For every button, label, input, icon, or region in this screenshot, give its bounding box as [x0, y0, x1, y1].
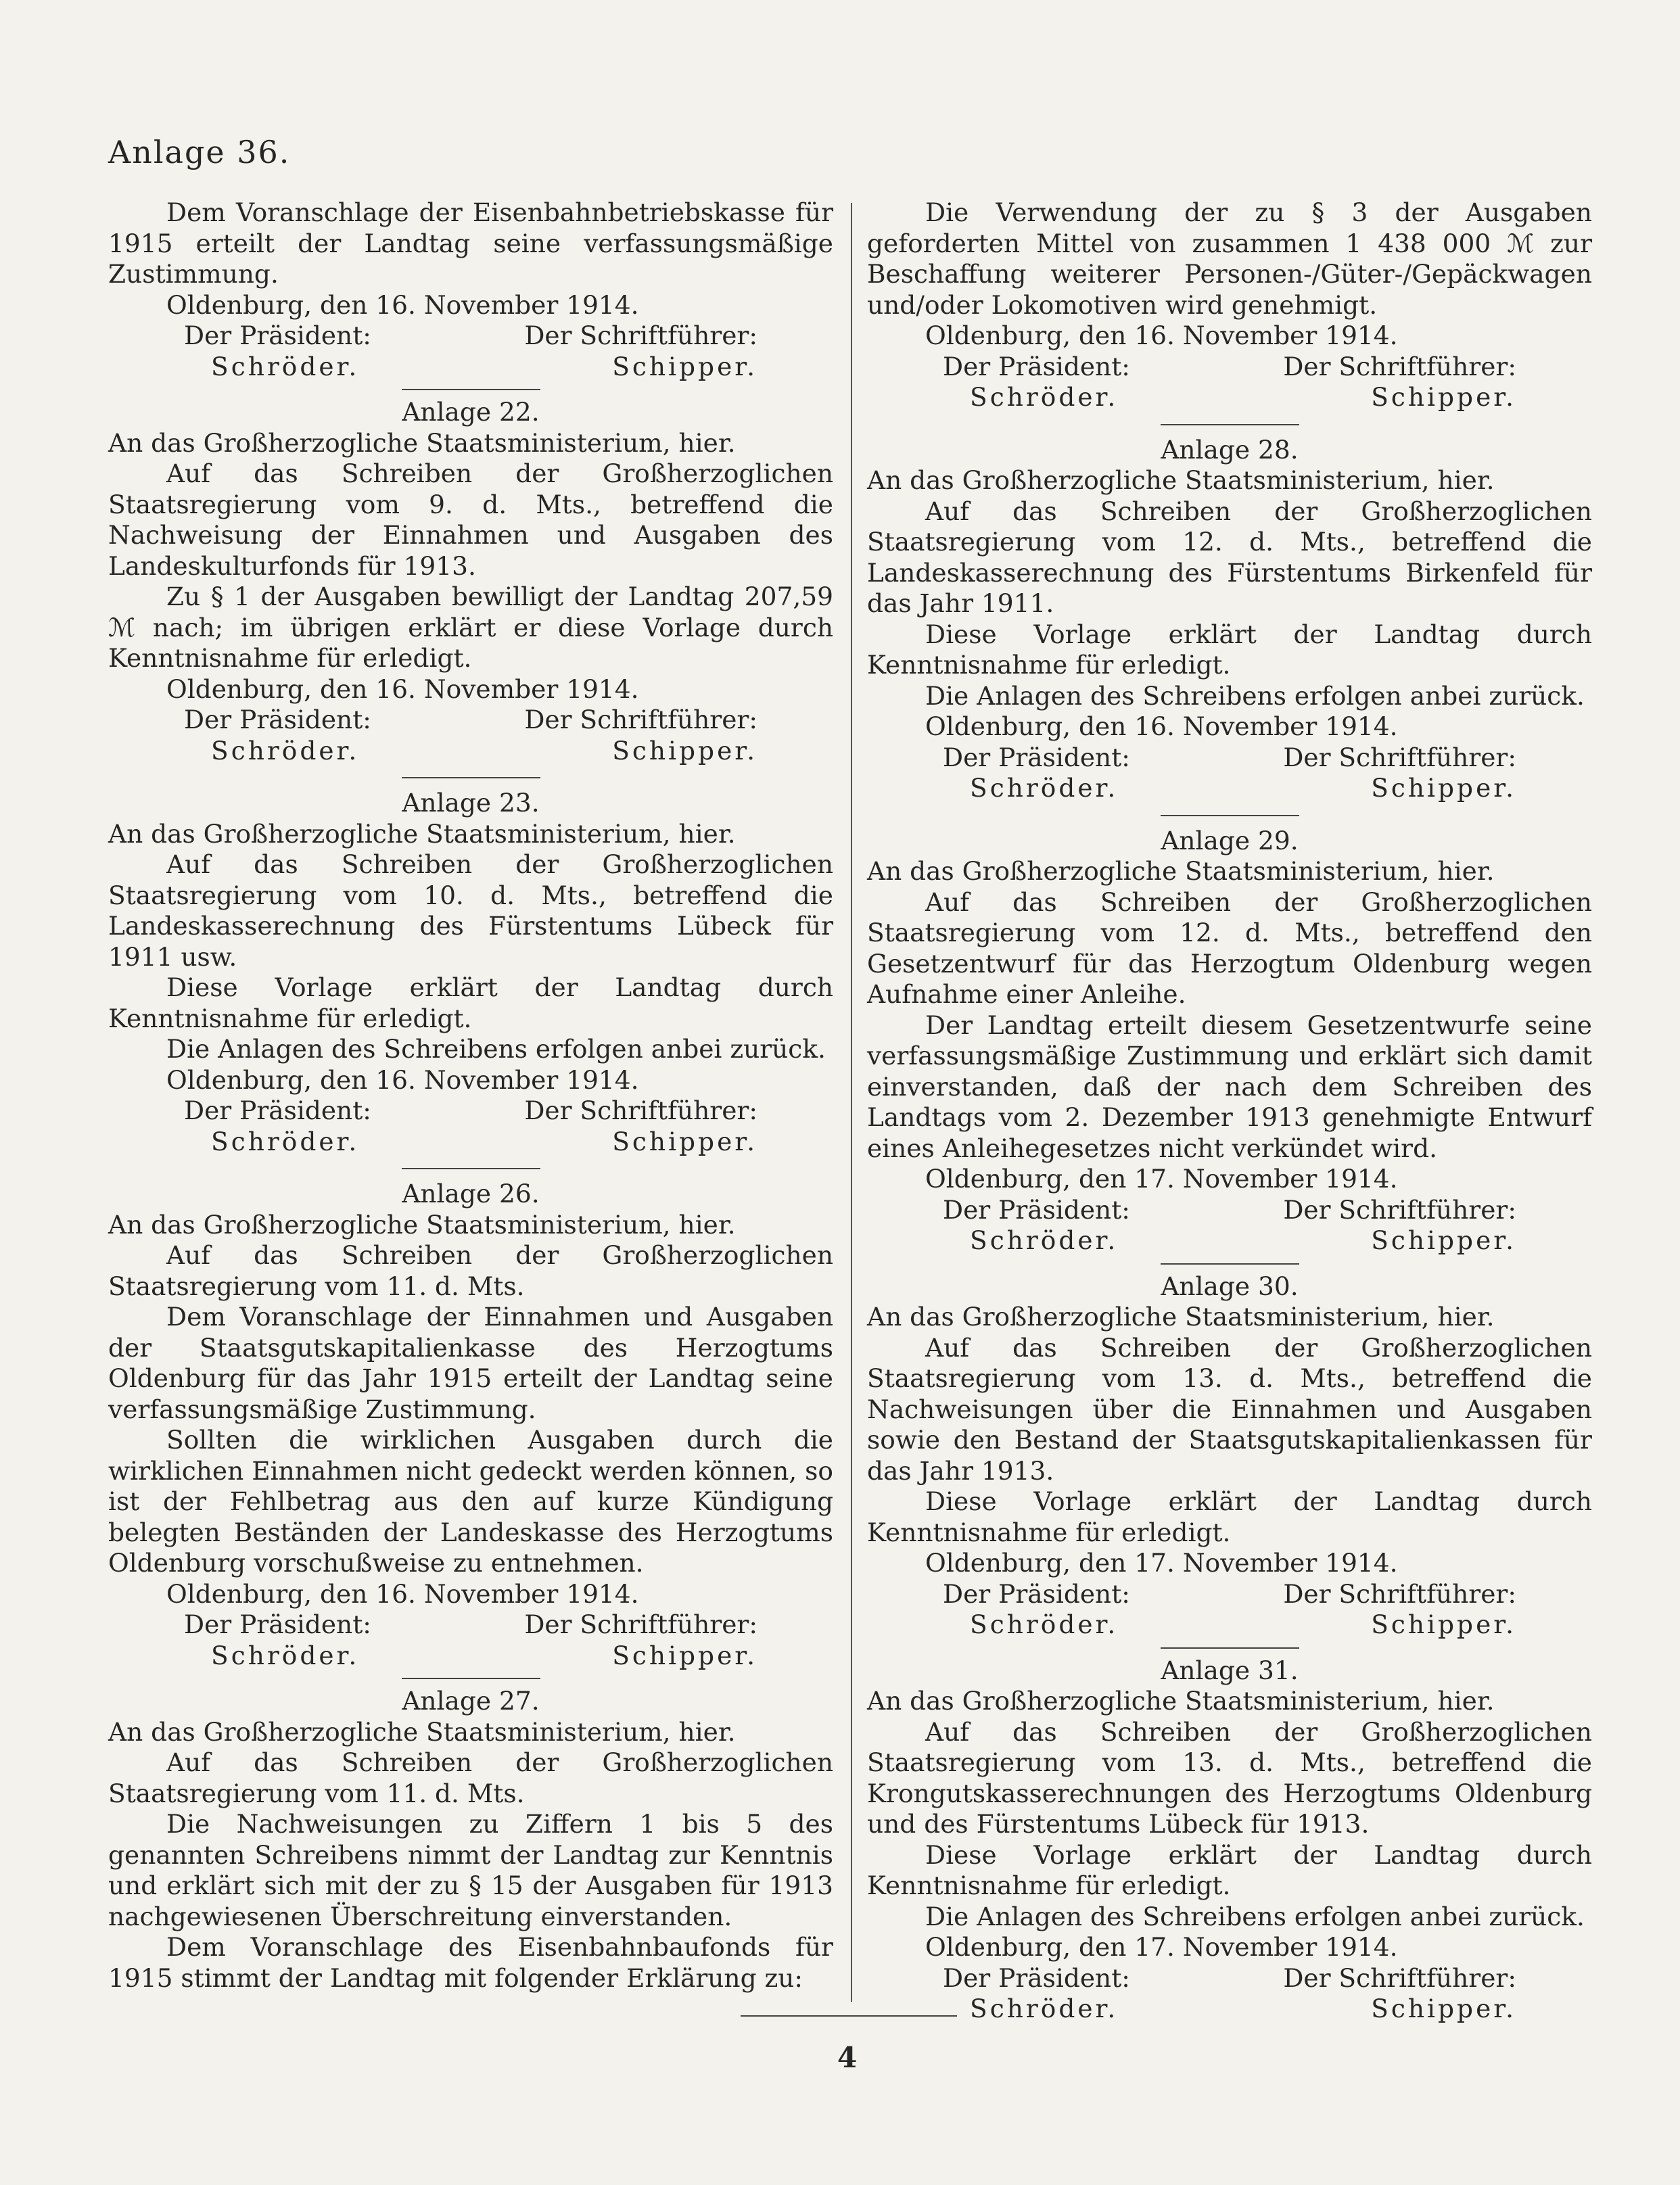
- dateline: Oldenburg, den 16. November 1914.: [925, 711, 1398, 741]
- paragraph: Dem Voranschlage der Einnahmen und Ausgaben der Staatsgutskapitalienkasse des Herzogtums Oldenburg für das Jahr 1915 erteilt der Landtag seine verfassungsmäßige Zustimmung.: [108, 1302, 833, 1424]
- section-divider: [1161, 1263, 1299, 1265]
- signature-labels: [108, 1610, 833, 1641]
- paragraph: Auf das Schreiben der Großherzoglichen Staatsregierung vom 10. d. Mts., betreffend die Landeskasserechnung des Fürstentums Lübeck für 1911 usw.: [108, 849, 833, 972]
- paragraph: Diese Vorlage erklärt der Landtag durch Kenntnisnahme für erledigt.: [867, 619, 1592, 680]
- signature-labels: [867, 743, 1592, 774]
- secretary-label: Der Schriftführer:: [1283, 351, 1516, 381]
- paragraph: Auf das Schreiben der Großherzoglichen Staatsregierung vom 11. d. Mts.: [108, 1240, 833, 1301]
- address-line: An das Großherzogliche Staatsministerium, hier.: [867, 465, 1495, 495]
- paragraph: Auf das Schreiben der Großherzoglichen Staatsregierung vom 12. d. Mts., betreffend die Landeskasserechnung des Fürstentums Birkenfeld für das Jahr 1911.: [867, 496, 1592, 618]
- secretary-label: Der Schriftführer:: [524, 321, 757, 350]
- section-divider: [402, 777, 540, 778]
- dateline: Oldenburg, den 17. November 1914.: [925, 1164, 1398, 1194]
- signature-labels: [108, 1096, 833, 1127]
- section-heading: Anlage 28.: [1161, 434, 1299, 465]
- section-heading: Anlage 30.: [1161, 1271, 1299, 1301]
- paragraph: Dem Voranschlage des Eisenbahnbaufonds für 1915 stimmt der Landtag mit folgender Erklärung zu:: [108, 1932, 833, 1993]
- secretary-label: Der Schriftführer:: [524, 705, 757, 734]
- section-divider: [1161, 1647, 1299, 1649]
- page-number: 4: [837, 2041, 858, 2074]
- president-name: Schröder.: [970, 382, 1119, 412]
- president-name: Schröder.: [211, 351, 360, 381]
- section-divider: [402, 1168, 540, 1169]
- signature-labels: [108, 321, 833, 352]
- paragraph: Auf das Schreiben der Großherzoglichen Staatsregierung vom 13. d. Mts., betreffend die Krongutskasserechnungen des Herzogtums Oldenburg und des Fürstentums Lübeck für 1913.: [867, 1716, 1592, 1839]
- paragraph: Diese Vorlage erklärt der Landtag durch Kenntnisnahme für erledigt.: [108, 972, 833, 1033]
- section-heading: Anlage 23.: [402, 788, 540, 818]
- secretary-label: Der Schriftführer:: [1283, 1963, 1516, 1993]
- address-line: An das Großherzogliche Staatsministerium, hier.: [108, 1716, 736, 1747]
- address-line: An das Großherzogliche Staatsministerium, hier.: [108, 427, 736, 458]
- paragraph: Zu § 1 der Ausgaben bewilligt der Landtag 207,59 ℳ nach; im übrigen erklärt er diese Vorlage durch Kenntnisnahme für erledigt.: [108, 582, 833, 673]
- right-column: [867, 197, 1592, 2025]
- president-name: Schröder.: [211, 1640, 360, 1670]
- signature-names: [108, 1127, 833, 1158]
- page-header: Anlage 36.: [108, 134, 291, 170]
- section-anlage-26: [108, 1179, 833, 1671]
- signature-names: [867, 1225, 1592, 1256]
- signature-labels: [108, 705, 833, 736]
- section-divider: [402, 389, 540, 390]
- dateline: Oldenburg, den 16. November 1914.: [166, 1064, 639, 1095]
- president-name: Schröder.: [211, 735, 360, 766]
- secretary-name: Schipper.: [1371, 1994, 1516, 2023]
- section-heading: Anlage 26.: [402, 1179, 540, 1208]
- signature-labels: [867, 1579, 1592, 1610]
- paragraph: Diese Vorlage erklärt der Landtag durch Kenntnisnahme für erledigt.: [867, 1486, 1592, 1547]
- signature-names: [108, 736, 833, 767]
- president-label: Der Präsident:: [184, 321, 371, 350]
- president-label: Der Präsident:: [184, 1610, 371, 1639]
- paragraph: Diese Vorlage erklärt der Landtag durch Kenntnisnahme für erledigt.: [867, 1839, 1592, 1900]
- section-heading: Anlage 27.: [402, 1686, 540, 1716]
- section-anlage-27-continued: [867, 197, 1592, 413]
- president-label: Der Präsident:: [943, 351, 1130, 381]
- address-line: An das Großherzogliche Staatsministerium, hier.: [867, 1302, 1495, 1332]
- secretary-name: Schipper.: [612, 1640, 757, 1670]
- secretary-label: Der Schriftführer:: [1283, 742, 1516, 772]
- secretary-name: Schipper.: [1371, 1610, 1516, 1639]
- section-divider: [402, 1678, 540, 1679]
- president-label: Der Präsident:: [943, 1578, 1130, 1609]
- section-heading: Anlage 22.: [402, 397, 540, 427]
- signature-names: [867, 382, 1592, 413]
- section-heading: Anlage 29.: [1161, 825, 1299, 855]
- paragraph: Dem Voranschlage der Eisenbahnbetriebskasse für 1915 erteilt der Landtag seine verfassungsmäßige Zustimmung.: [108, 197, 833, 289]
- secretary-label: Der Schriftführer:: [1283, 1578, 1516, 1609]
- dateline: Oldenburg, den 16. November 1914.: [925, 321, 1398, 350]
- president-name: Schröder.: [970, 773, 1119, 803]
- section-anlage-28: [867, 435, 1592, 804]
- president-label: Der Präsident:: [943, 1963, 1130, 1993]
- section-anlage-27: [108, 1686, 833, 1994]
- footer-rule: [741, 2015, 957, 2017]
- paragraph: Auf das Schreiben der Großherzoglichen Staatsregierung vom 11. d. Mts.: [108, 1747, 833, 1808]
- section-intro: [108, 197, 833, 382]
- column-divider: [851, 203, 852, 2002]
- signature-names: [108, 352, 833, 383]
- secretary-name: Schipper.: [1371, 382, 1516, 412]
- section-anlage-29: [867, 826, 1592, 1256]
- president-label: Der Präsident:: [184, 1096, 371, 1125]
- section-anlage-22: [108, 397, 833, 766]
- dateline: Oldenburg, den 16. November 1914.: [166, 1578, 639, 1609]
- paragraph: Der Landtag erteilt diesem Gesetzentwurfe seine verfassungsmäßige Zustimmung und erklärt sich damit einverstanden, daß der nach dem Schreiben des Landtags vom 2. Dezember 1913 genehmigte Entwurf eines Anleihegesetzes nicht verkündet wird.: [867, 1010, 1592, 1163]
- president-label: Der Präsident:: [943, 1194, 1130, 1225]
- signature-names: [867, 1610, 1592, 1641]
- president-name: Schröder.: [970, 1225, 1119, 1255]
- signature-names: [867, 1994, 1592, 2025]
- signature-labels: [867, 1963, 1592, 1994]
- section-divider: [1161, 815, 1299, 816]
- signature-names: [108, 1641, 833, 1672]
- president-label: Der Präsident:: [943, 742, 1130, 772]
- secretary-name: Schipper.: [612, 1126, 757, 1156]
- paragraph: Die Anlagen des Schreibens erfolgen anbei zurück.: [925, 680, 1585, 711]
- section-heading: Anlage 31.: [1161, 1655, 1299, 1685]
- address-line: An das Großherzogliche Staatsministerium, hier.: [867, 856, 1495, 886]
- paragraph: Die Anlagen des Schreibens erfolgen anbei zurück.: [925, 1901, 1585, 1931]
- paragraph: Die Verwendung der zu § 3 der Ausgaben geforderten Mittel von zusammen 1 438 000 ℳ zur Beschaffung weiterer Personen-/Güter-/Gepäckwagen und/oder Lokomotiven wird genehmigt.: [867, 197, 1592, 320]
- secretary-label: Der Schriftführer:: [1283, 1194, 1516, 1225]
- president-name: Schröder.: [211, 1126, 360, 1156]
- left-column: [108, 197, 833, 1994]
- dateline: Oldenburg, den 16. November 1914.: [166, 674, 639, 704]
- president-name: Schröder.: [970, 1994, 1119, 2023]
- dateline: Oldenburg, den 16. November 1914.: [166, 289, 639, 320]
- dateline: Oldenburg, den 17. November 1914.: [925, 1932, 1398, 1962]
- section-divider: [1161, 424, 1299, 425]
- paragraph: Auf das Schreiben der Großherzoglichen Staatsregierung vom 13. d. Mts., betreffend die Nachweisungen über die Einnahmen und Ausgaben sowie den Bestand der Staatsgutskapitalienkassen für das Jahr 1913.: [867, 1332, 1592, 1486]
- signature-names: [867, 773, 1592, 804]
- section-anlage-23: [108, 788, 833, 1157]
- secretary-name: Schipper.: [612, 351, 757, 381]
- section-anlage-30: [867, 1271, 1592, 1641]
- secretary-label: Der Schriftführer:: [524, 1096, 757, 1125]
- secretary-name: Schipper.: [612, 735, 757, 766]
- paragraph: Die Nachweisungen zu Ziffern 1 bis 5 des genannten Schreibens nimmt der Landtag zur Kenntnis und erklärt sich mit der zu § 15 der Ausgaben für 1913 nachgewiesenen Überschreitung einverstanden.: [108, 1809, 833, 1931]
- secretary-name: Schipper.: [1371, 773, 1516, 803]
- signature-labels: [867, 352, 1592, 383]
- dateline: Oldenburg, den 17. November 1914.: [925, 1548, 1398, 1578]
- president-label: Der Präsident:: [184, 705, 371, 734]
- address-line: An das Großherzogliche Staatsministerium, hier.: [108, 1209, 736, 1240]
- paragraph: Sollten die wirklichen Ausgaben durch die wirklichen Einnahmen nicht gedeckt werden können, so ist der Fehlbetrag aus den auf kurze Kündigung belegten Beständen der Landeskasse des Herzogtums Oldenburg vorschußweise zu entnehmen.: [108, 1425, 833, 1578]
- address-line: An das Großherzogliche Staatsministerium, hier.: [867, 1686, 1495, 1716]
- signature-labels: [867, 1195, 1592, 1226]
- section-anlage-31: [867, 1655, 1592, 2025]
- secretary-name: Schipper.: [1371, 1225, 1516, 1255]
- paragraph: Auf das Schreiben der Großherzoglichen Staatsregierung vom 9. d. Mts., betreffend die Nachweisung der Einnahmen und Ausgaben des Landeskulturfonds für 1913.: [108, 459, 833, 581]
- president-name: Schröder.: [970, 1610, 1119, 1639]
- address-line: An das Großherzogliche Staatsministerium, hier.: [108, 818, 736, 849]
- secretary-label: Der Schriftführer:: [524, 1610, 757, 1639]
- paragraph: Die Anlagen des Schreibens erfolgen anbei zurück.: [166, 1034, 826, 1064]
- paragraph: Auf das Schreiben der Großherzoglichen Staatsregierung vom 12. d. Mts., betreffend den Gesetzentwurf für das Herzogtum Oldenburg wegen Aufnahme einer Anleihe.: [867, 887, 1592, 1009]
